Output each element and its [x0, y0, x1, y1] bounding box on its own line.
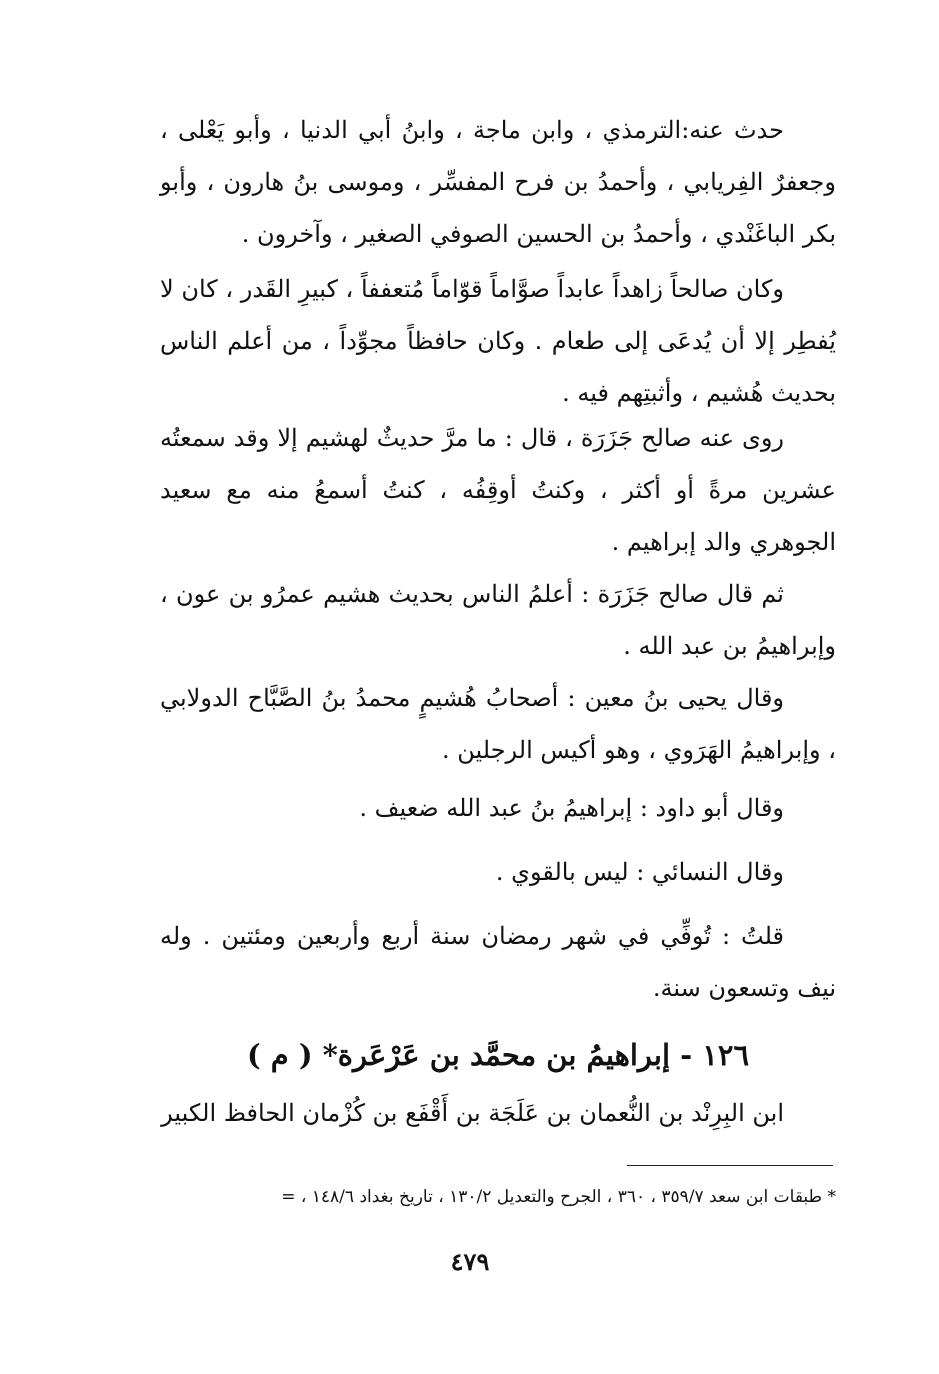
footnote: * طبقات ابن سعد ٣٥٩/٧ ، ٣٦٠ ، الجرح والتعديل ١٣٠/٢ ، تاريخ بغداد ١٤٨/٦ ، =	[281, 1187, 836, 1207]
entry-heading: ١٢٦ - إبراهيمُ بن محمَّد بن عَرْعَرة* ( م )	[246, 1038, 750, 1072]
paragraph-yahya-quote: وقال يحيى بنُ معين : أصحابُ هُشيمٍ محمدُ بنُ الصَّبَّاح الدولابي ، وإبراهيمُ الهَرَوي ، وهو أكيس الرجلين .	[160, 684, 836, 764]
entry-first-line: ابن البِرِنْد بن النُّعمان بن عَلَجَة بن أَقْفَع بن كُزْمان الحافظ الكبير	[161, 1099, 784, 1127]
paragraph-character: وكان صالحاً زاهداً عابداً صوَّاماً قوّاماً مُتعففاً ، كبيرِ القَدر ، كان لا يُفطِر إلا أن يُدعَى إلى طعام . وكان حافظاً مجوِّداً ، من أعلم الناس بحديث هُشيم ، وأثبتِهم فيه .	[160, 275, 836, 407]
paragraph-saleh-knowledge: ثم قال صالح جَزَرَة : أعلمُ الناس بحديث هشيم عمرُو بن عون ، وإبراهيمُ بن عبد الله .	[160, 580, 836, 660]
paragraph-abu-dawud: وقال أبو داود : إبراهيمُ بنُ عبد الله ضعيف .	[359, 794, 784, 822]
paragraph-death-note: قلتُ : تُوفِّي في شهر رمضان سنة أربع وأربعين ومئتين . وله نيف وتسعون سنة.	[160, 922, 836, 1002]
paragraph-saleh-quote: روى عنه صالح جَزَرَة ، قال : ما مرَّ حديثٌ لهشيم إلا وقد سمعتُه عشرين مرةً أو أكثر ، وكنتُ أوقِفُه ، كنتُ أسمعُ منه مع سعيد الجوهري والد إبراهيم .	[160, 424, 836, 556]
page-number: ٤٧٩	[450, 1247, 490, 1276]
paragraph-narrators: حدث عنه:الترمذي ، وابن ماجة ، وابنُ أبي الدنيا ، وأبو يَعْلى ، وجعفرٌ الفِريابي ، وأحمدُ بن فرح المفسِّر ، وموسى بنُ هارون ، وأبو بكر الباغَنْدي ، وأحمدُ بن الحسين الصوفي الصغير ، وآخرون .	[160, 116, 836, 248]
paragraph-nasai: وقال النسائي : ليس بالقوي .	[495, 858, 784, 886]
footnote-divider	[627, 1165, 833, 1166]
